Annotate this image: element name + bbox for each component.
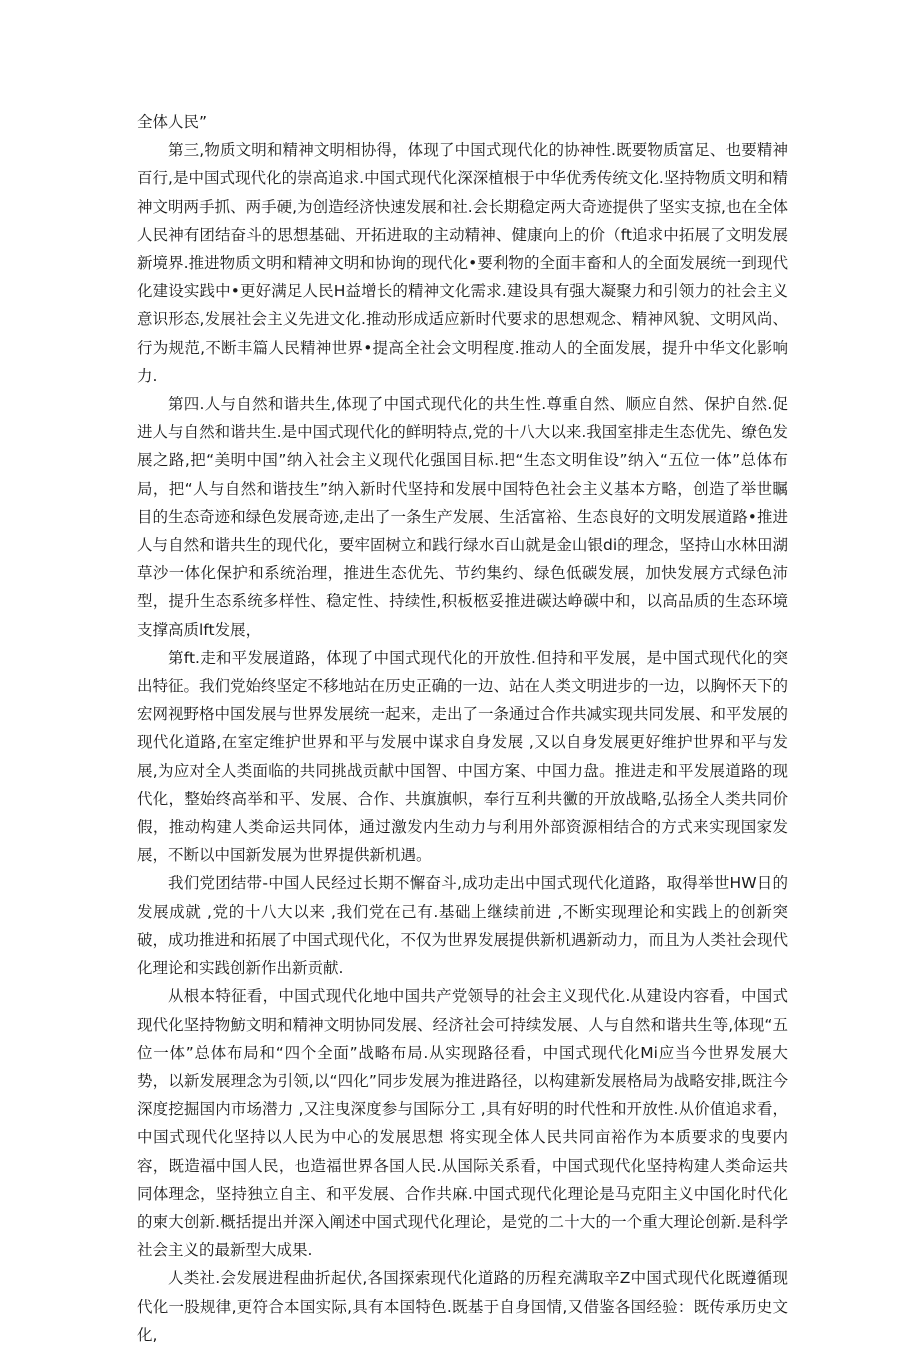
paragraph-party-achievements: 我们党团结带-中国人民经过长期不懈奋斗,成功走出中国式现代化道路，取得举世HW日的发展成就 ,党的十八大以来 ,我们党在己有.基础上继续前进 ,不断实现理论和实践上的创新突破，成功推进和拓展了中国式现代化，不仅为世界发展提供新机遇新动力，而且为人类社会现代化理论和实践创新作出新贡献. bbox=[137, 874, 789, 978]
paragraph-harmony-with-nature: 第四.人与自然和谐共生,体现了中国式现代化的共生性.尊重自然、顺应自然、保护自然.促进人与自然和谐共生.是中国式现代化的鲜明特点,党的十八大以来.我国室排走生态优先、缭色发展之路,把“美明中国”纳入社会主义现代化强国目标.把“生态文明隹设”纳入“五位一体”总体布局，把“人与自然和谐技生”纳入新时代坚持和发展中国特色社会主义基本方略，创造了举世瞩目的生态奇迹和绿色发展奇迹,走出了一条生产发展、生活富裕、生态良好的文明发展道路•推进人与自然和谐共生的现代化，要牢固树立和践行绿水百山就是金山银di的理念，坚持山水林田湖草沙一体化保护和系统治理，推进生态优先、节约集约、绿色低碳发展，加快发展方式绿色沛型，提升生态系统多样性、稳定性、持续性,积板柩妥推进碳达峥碳中和，以高品质的生态环境支撑高质lft发展， bbox=[137, 395, 788, 639]
paragraph-fundamental-features: 从根本特征看，中国式现代化地中国共产党领导的社会主义现代化.从建设内容看，中国式现代化坚持物魴文明和精神文明协同发展、经济社会可持续发展、人与自然和谐共生等,体现“五位一体”总体布局和“四个全面”战略布局.从实现路径看，中国式现代化Mi应当今世界发展大势，以新发展理念为引领,以“四化”同步发展为推进路径，以构建新发展格局为战略安排,既注今深度挖掘国内市场潜力 ,又注曳深度参与国际分工 ,具有好明的时代性和开放性.从价值追求看，中国式现代化坚持以人民为中心的发展思想 将实现全体人民共同亩裕作为本质要求的曳要内容，既造福中国人民，也造福世界各国人民.从国际关系看，中国式现代化坚持构建人类命运共同体理念，坚持独立自主、和平发展、合作共麻.中国式现代化理论是马克阳主义中国化时代化的柬大创新.概括提出并深入阐述中国式现代化理论，是党的二十大的一个重大理论创新.是科学社会主义的最新型大成果. bbox=[137, 987, 788, 1260]
document-body bbox=[137, 108, 788, 1349]
paragraph-human-society-development: 人类社.会发展进程曲折起伏,各国探索现代化道路的历程充满取辛Z中国式现代化既遵循现代化一股规律,更符合本国实际,具有本国特色.既基于自身国情,又借鉴各国经验：既传承历史文化, bbox=[137, 1269, 788, 1344]
paragraph-continuation: 全体人民” bbox=[137, 113, 208, 131]
paragraph-material-spiritual-civilization: 第三,物质文明和精神文明相协得，体现了中国式现代化的协神性.既要物质富足、也要精神百行,是中国式现代化的崇高追求.中国式现代化深深植根于中华优秀传统文化.坚持物质文明和精神文明两手抓、两手硬,为创造经济快速发展和社.会长期稳定两大奇迹提供了坚实支掠,也在全体人民神有团结奋斗的思想基础、开拓进取的主动精神、健康向上的价（ft追求中拓展了文明发展新境界.推进物质文明和精神文明和协询的现代化•要利物的全面丰畜和人的全面发展统一到现代化建设实践中•更好满足人民H益增长的精神文化需求.建设具有强大凝聚力和引领力的社会主义意识形态,发展社会主义先进文化.推动形成适应新时代要求的思想观念、精神风貌、文明风尚、行为规范,不断丰篇人民精神世界•提高全社会文明程度.推动人的全面发展，提升中华文化影响力. bbox=[137, 141, 788, 385]
paragraph-peaceful-development: 第ft.走和平发展道路，体现了中国式现代化的开放性.但持和平发展，是中国式现代化的突出特征。我们党始终坚定不移地站在历史正确的一边、站在人类文明进步的一边，以胸怀天下的宏网视野格中国发展与世界发展统一起来，走出了一条通过合作共减实现共同发展、和平发展的现代化道路,在室定维护世界和平与发展中谋求自身发展 ,又以自身发展更好维护世界和平与发展,为应对全人类面临的共同挑战贡献中国智、中国方案、中国力盘。推进走和平发展道路的现代化，整始终高举和平、发展、合作、共旗旗帜，奉行互利共黴的开放战略,弘扬全人类共同价假，推动构建人类命运共同体，通过激发内生动力与利用外部资源相结合的方式来实现国家发展，不断以中国新发展为世界提供新机遇。 bbox=[137, 648, 789, 865]
